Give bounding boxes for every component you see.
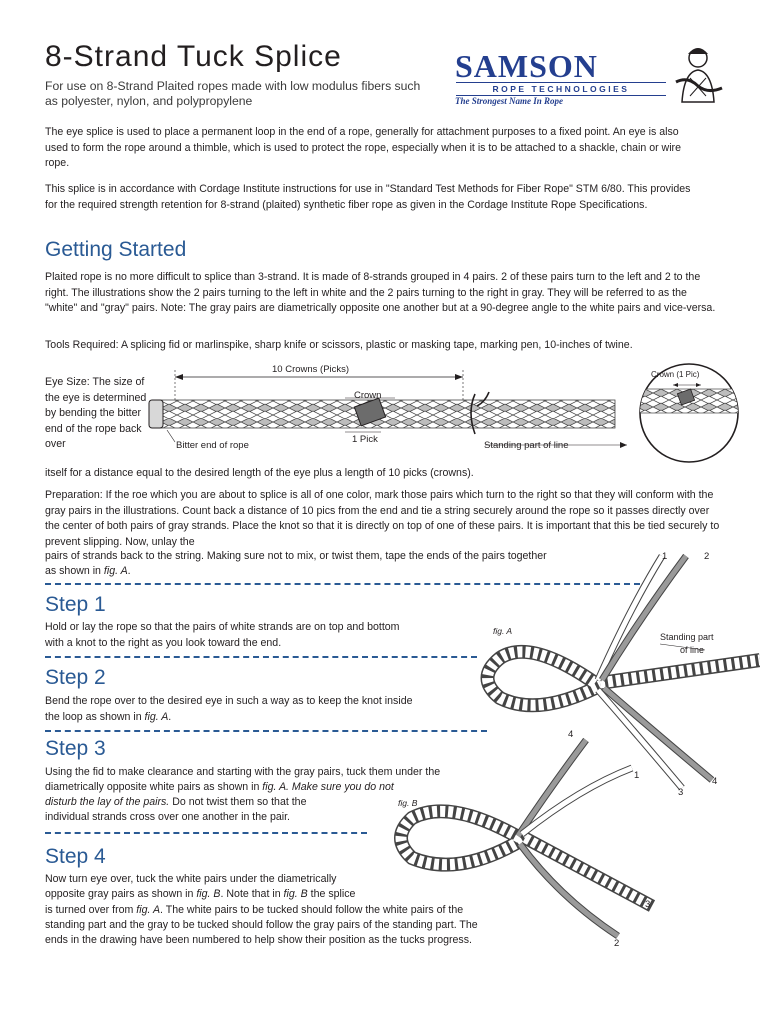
step-4-line-4: standing part and the gray to be tucked should follow the gray pairs of the standing part. The	[45, 919, 478, 931]
strand-number-4-b: 4	[568, 729, 574, 740]
page-title: 8-Strand Tuck Splice	[45, 40, 342, 73]
fig-a-reference: fig. A	[103, 565, 128, 577]
preparation-paragraph: Preparation: If the roe which you are about to splice is all of one color, mark those pairs which turn to the right so that they will conform with the gray pairs in the illustrations. Count back a distance of 10 pics from the end and tie a string securely around the rope so it passes directly over the center of both pairs of gray strands. Place the knot so that it is directly on top of one of these pairs. It is important that this be tied securely to prevent slipping. Now, unlay the	[45, 489, 720, 548]
step-1-heading: Step 1	[45, 593, 106, 616]
preparation-period: .	[127, 565, 131, 577]
bitter-end-label: Bitter end of rope	[176, 440, 249, 451]
sailor-mascot-icon	[668, 42, 728, 104]
step-2-line-2	[45, 710, 171, 726]
strand-number-2-b: 2	[614, 938, 620, 949]
logo-tagline: The Strongest Name In Rope	[455, 96, 564, 106]
intro-paragraph-1: The eye splice is used to place a permanent loop in the end of a rope, generally for attachment purposes to a fixed point. An eye is also used to form the rope around a thimble, which is used to protect the rope, especially when it is to be attached to a shackle, chain or wire rope.	[45, 126, 681, 170]
strand-number-1-b: 1	[634, 770, 640, 781]
crown-label: Crown	[354, 390, 382, 401]
divider-dashed-4	[45, 832, 367, 834]
step-2-heading: Step 2	[45, 666, 106, 689]
fig-a-reference: fig. A	[136, 904, 161, 916]
page-subtitle: For use on 8-Strand Plaited ropes made with low modulus fibers such as polyester, nylon, and polypropylene	[45, 79, 421, 108]
step-4-text-2: . Note that in	[220, 888, 281, 900]
eye-size-text: Eye Size: The size of the eye is determined by bending the bitter end of the rope back over	[45, 376, 147, 451]
step-2-text: the loop as shown in	[45, 711, 142, 723]
step-3-line-3	[45, 795, 306, 811]
fig-b-reference: fig. B	[196, 888, 221, 900]
strand-number-1-a: 1	[662, 551, 668, 562]
logo-subtitle: ROPE TECHNOLOGIES	[456, 82, 666, 96]
step-3-italic-2: disturb the lay of the pairs.	[45, 796, 170, 808]
standing-part-label-a-2: of line	[680, 645, 705, 655]
step-3-heading: Step 3	[45, 737, 106, 760]
step-4-text-5: . The white pairs to be tucked should follow the white pairs of the	[160, 904, 464, 916]
fig-b-reference-2: fig. B	[283, 888, 308, 900]
samson-logo: SAMSON	[455, 48, 598, 84]
strand-number-2-a: 2	[704, 551, 710, 562]
divider-dashed-2	[45, 656, 477, 658]
step-3-text-2: Do not twist them so that the	[172, 796, 307, 808]
strand-number-3-a: 3	[678, 787, 684, 798]
step-3-line-2	[45, 780, 394, 796]
step-3-italic: fig. A. Make sure you do not	[262, 781, 394, 793]
step-3-line-4: individual strands cross over one another in the pair.	[45, 811, 290, 823]
fig-b-illustration	[390, 728, 670, 953]
fig-a-label: fig. A	[493, 626, 513, 636]
step-3-line-1: Using the fid to make clearance and starting with the gray pairs, tuck them under the	[45, 766, 441, 778]
step-4-line-1: Now turn eye over, tuck the white pairs under the diametrically	[45, 873, 337, 885]
preparation-paragraph-continued: pairs of strands back to the string. Making sure not to mix, or twist them, tape the ends of the pairs together	[45, 550, 547, 562]
one-pick-label: 1 Pick	[352, 434, 378, 445]
step-4-text-4: is turned over from	[45, 904, 134, 916]
getting-started-paragraph: Plaited rope is no more difficult to splice than 3-strand. It is made of 8-strands grouped in 4 pairs. 2 of these pairs turn to the left and 2 to the right. The illustrations show the 2 pairs turning to the left in white and the 2 pairs turning to the right in gray. They will be referred to as the "white" and "gray" pairs. Note: The gray pairs are diametrically opposite one another but at a 90-degree angle to the white pairs and vice-versa.	[45, 271, 716, 315]
eye-size-text-continued: itself for a distance equal to the desired length of the eye plus a length of 10 picks (crowns).	[45, 467, 474, 479]
step-4-text-3: the splice	[310, 888, 356, 900]
intro-paragraph-2: This splice is in accordance with Cordage Institute instructions for use in "Standard Test Methods for Fiber Rope" STM 6/80. This provides for the required strength retention for 8-strand (plaited) synthetic fiber rope as given in the Cordage Institute Rope Specifications.	[45, 183, 691, 211]
tools-required: Tools Required: A splicing fid or marlinspike, sharp knife or scissors, plastic or masking tape, marking pen, 10-inches of twine.	[45, 339, 633, 351]
crown-one-pic-label: Crown (1 Pic)	[651, 370, 700, 379]
step-2-period: .	[168, 711, 172, 723]
step-4-line-5: ends in the drawing have been numbered to help show their position as the tucks progress.	[45, 934, 472, 946]
step-2-line-1: Bend the rope over to the desired eye in such a way as to keep the knot inside	[45, 695, 413, 707]
standing-part-label: Standing part of line	[484, 440, 569, 451]
fig-a-reference: fig. A	[144, 711, 169, 723]
strand-number-4-a: 4	[712, 776, 718, 787]
step-1-line-1: Hold or lay the rope so that the pairs of white strands are on top and bottom	[45, 621, 400, 633]
step-3-text: diametrically opposite white pairs as shown in	[45, 781, 260, 793]
strand-number-3-b: 3	[645, 899, 651, 910]
preparation-text: as shown in	[45, 565, 101, 577]
ten-crowns-label: 10 Crowns (Picks)	[272, 364, 350, 375]
step-4-text: opposite gray pairs as shown in	[45, 888, 194, 900]
standing-part-label-a-1: Standing part	[660, 632, 714, 642]
step-4-line-2	[45, 887, 355, 903]
preparation-paragraph-end	[45, 564, 131, 580]
step-4-heading: Step 4	[45, 845, 106, 868]
getting-started-heading: Getting Started	[45, 238, 187, 261]
step-1-line-2: with a knot to the right as you look toward the end.	[45, 637, 282, 649]
fig-b-label: fig. B	[398, 798, 418, 808]
rope-crowns-diagram	[145, 362, 645, 470]
